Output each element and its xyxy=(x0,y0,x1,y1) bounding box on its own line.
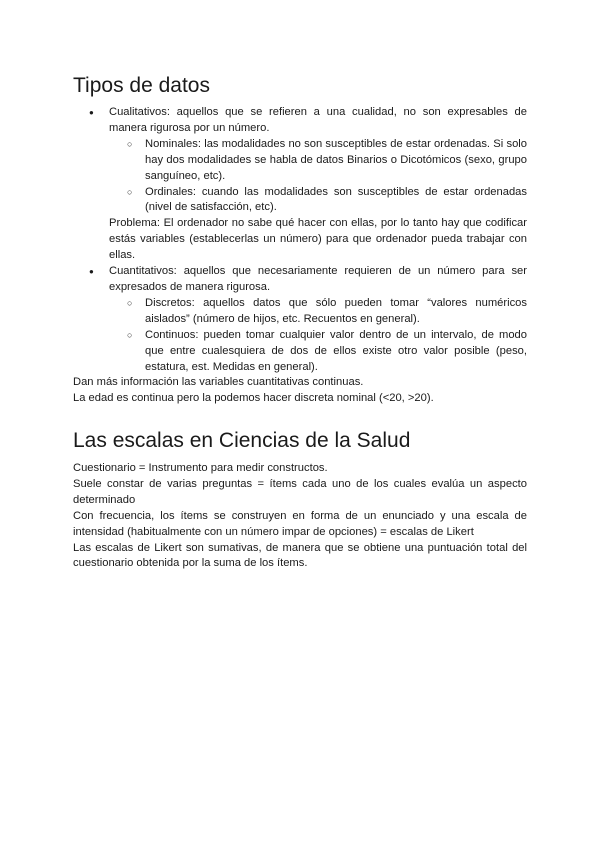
note-problema: Problema: El ordenador no sabe qué hacer con ellas, por lo tanto hay que codificar estás variables (establecerlas un número) para que ordenador pueda trabajar con ellas. xyxy=(109,217,527,262)
list-item-text: ● Cuantitativos: aquellos que necesariamente requieren de un número para ser expresados de manera rigurosa. xyxy=(109,265,527,293)
paragraph: Suele constar de varias preguntas = ítems cada uno de los cuales evalúa un aspecto determinado xyxy=(73,477,527,506)
paragraph: Con frecuencia, los ítems se construyen en forma de un enunciado y una escala de intensidad (habitualmente con un número impar de opciones) = escalas de Likert xyxy=(73,509,527,538)
sublist-cuantitativos xyxy=(109,296,527,376)
paragraph: Dan más información las variables cuantitativas continuas. xyxy=(73,376,364,389)
paragraph: Cuestionario = Instrumento para medir constructos. xyxy=(73,462,328,474)
section-title-tipos-de-datos: Tipos de datos xyxy=(73,74,210,97)
subitem-discretos: ○ Discretos: aquellos datos que sólo pueden tomar “valores numéricos aislados” (número de hijos, etc. Recuentos en general). xyxy=(145,296,527,328)
section-body-tipos-de-datos xyxy=(73,105,527,407)
section-body-escalas xyxy=(73,461,527,572)
paragraph: La edad es continua pero la podemos hacer discreta nominal (<20, >20). xyxy=(73,392,434,405)
subitem-ordinales: ○ Ordinales: cuando las modalidades son susceptibles de estar ordenadas (nivel de satisfacción, etc). xyxy=(145,185,527,217)
list-item-cuantitativos xyxy=(109,264,527,375)
list-item-cualitativos xyxy=(109,105,527,264)
sublist-cualitativos xyxy=(109,137,527,217)
section-title-escalas: Las escalas en Ciencias de la Salud xyxy=(73,429,411,452)
data-types-list xyxy=(73,105,527,375)
subitem-continuos: ○ Continuos: pueden tomar cualquier valor dentro de un intervalo, de modo que entre cualesquiera de dos de ellos existe otro valor posible (peso, estatura, est. Medidas en general). xyxy=(145,328,527,376)
subitem-nominales: ○ Nominales: las modalidades no son susceptibles de estar ordenadas. Si solo hay dos modalidades se habla de datos Binarios o Dicotómicos (sexo, grupo sanguíneo, etc). xyxy=(145,137,527,185)
list-item-text: ● Cualitativos: aquellos que se refieren a una cualidad, no son expresables de manera rigurosa por un número. xyxy=(109,106,527,134)
paragraph: Las escalas de Likert son sumativas, de manera que se obtiene una puntuación total del cuestionario obtenida por la suma de los ítems. xyxy=(73,541,527,570)
